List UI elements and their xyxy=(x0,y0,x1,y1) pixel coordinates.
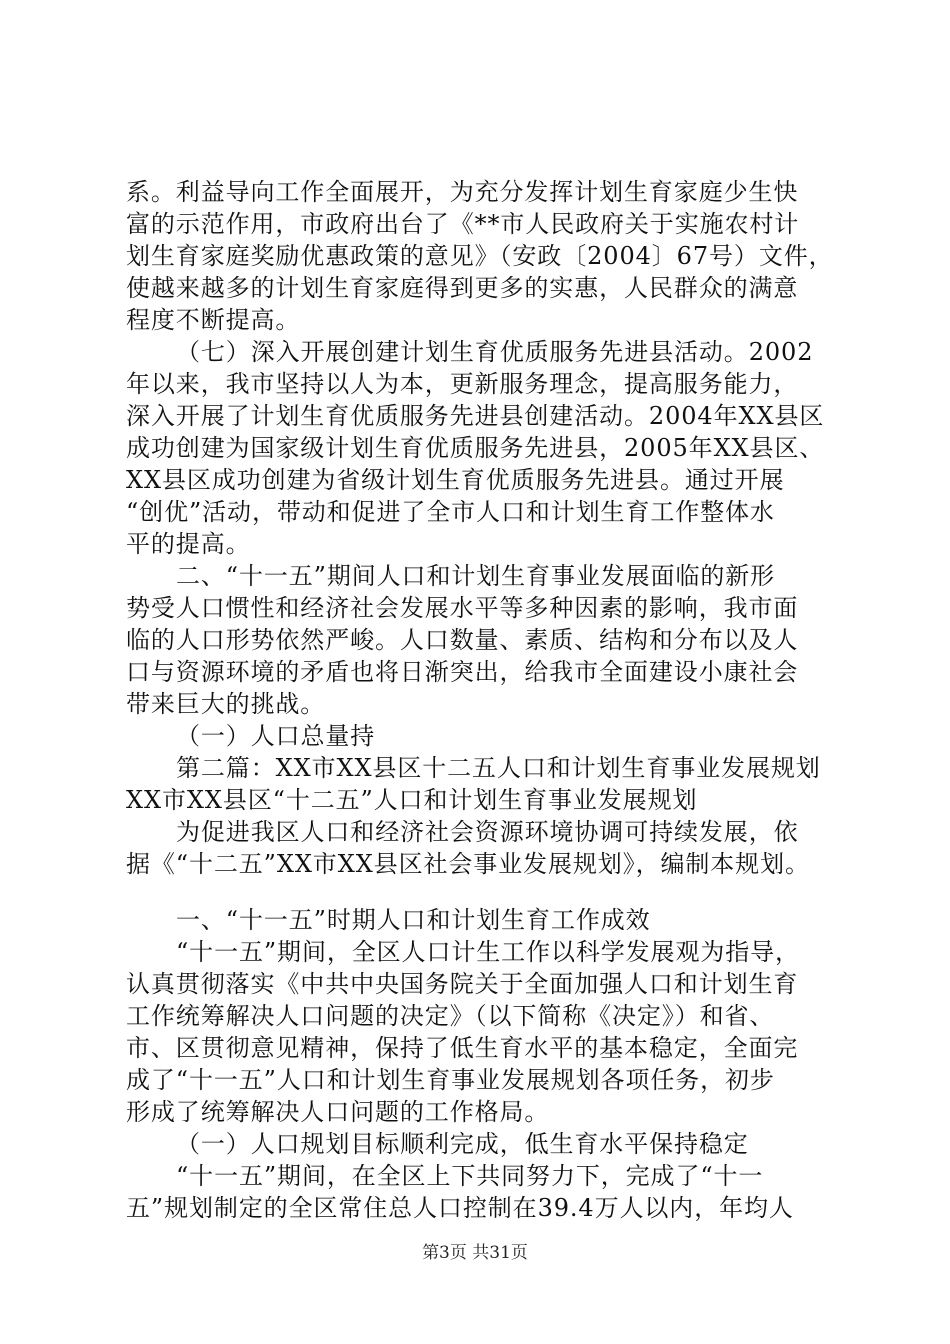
body-text-line: 成功创建为国家级计划生育优质服务先进县，2005年XX县区、 xyxy=(126,434,825,462)
section-heading: 一、“十一五”时期人口和计划生育工作成效 xyxy=(176,906,651,934)
body-text-line: （七）深入开展创建计划生育优质服务先进县活动。2002 xyxy=(176,338,814,366)
page-number-footer: 第3页 共31页 xyxy=(422,1243,528,1263)
body-text-line: 成了“十一五”人口和计划生育事业发展规划各项任务，初步 xyxy=(126,1066,775,1094)
body-text-line: 据《“十二五”XX市XX县区社会事业发展规划》，编制本规划。 xyxy=(126,850,810,878)
body-text-line: 工作统筹解决人口问题的决定》（以下简称《决定》）和省、 xyxy=(126,1002,775,1030)
body-text-line: 使越来越多的计划生育家庭得到更多的实惠，人民群众的满意 xyxy=(126,274,799,302)
section-heading: 第二篇：XX市XX县区十二五人口和计划生育事业发展规划 xyxy=(176,754,821,782)
body-text-line: 形成了统筹解决人口问题的工作格局。 xyxy=(126,1098,550,1126)
body-text-line: 平的提高。 xyxy=(126,530,251,558)
body-text-line: 二、“十一五”期间人口和计划生育事业发展面临的新形 xyxy=(176,562,776,590)
body-text-line: XX县区成功创建为省级计划生育优质服务先进县。通过开展 xyxy=(126,466,785,494)
body-text-line: 临的人口形势依然严峻。人口数量、素质、结构和分布以及人 xyxy=(126,626,799,654)
body-text-line: 富的示范作用，市政府出台了《**市人民政府关于实施农村计 xyxy=(126,210,800,238)
body-text-line: （一）人口总量持 xyxy=(176,722,376,750)
body-text-line: “十一五”期间，在全区上下共同努力下，完成了“十一 xyxy=(176,1162,764,1190)
body-text-line: 势受人口惯性和经济社会发展水平等多种因素的影响，我市面 xyxy=(126,594,799,622)
body-text-line: 口与资源环境的矛盾也将日渐突出，给我市全面建设小康社会 xyxy=(126,658,799,686)
body-text-line: “十一五”期间，全区人口计生工作以科学发展观为指导， xyxy=(176,938,800,966)
body-text-line: 划生育家庭奖励优惠政策的意见》（安政〔2004〕67号）文件， xyxy=(126,242,834,270)
body-text-line: 认真贯彻落实《中共中央国务院关于全面加强人口和计划生育 xyxy=(126,970,799,998)
body-text-line: “创优”活动，带动和促进了全市人口和计划生育工作整体水 xyxy=(126,498,775,526)
body-text-line: 系。利益导向工作全面展开，为充分发挥计划生育家庭少生快 xyxy=(126,178,799,206)
section-subheading: XX市XX县区“十二五”人口和计划生育事业发展规划 xyxy=(126,786,698,814)
body-text-line: 带来巨大的挑战。 xyxy=(126,690,326,718)
body-text-line: 五”规划制定的全区常住总人口控制在39.4万人以内，年均人 xyxy=(126,1194,794,1222)
body-text-line: 市、区贯彻意见精神，保持了低生育水平的基本稳定，全面完 xyxy=(126,1034,799,1062)
body-text-line: 为促进我区人口和经济社会资源环境协调可持续发展，依 xyxy=(176,818,799,846)
section-heading: （一）人口规划目标顺利完成，低生育水平保持稳定 xyxy=(176,1130,749,1158)
body-text-line: 深入开展了计划生育优质服务先进县创建活动。2004年XX县区 xyxy=(126,402,825,430)
body-text-line: 程度不断提高。 xyxy=(126,306,301,334)
body-text-line: 年以来，我市坚持以人为本，更新服务理念，提高服务能力， xyxy=(126,370,799,398)
